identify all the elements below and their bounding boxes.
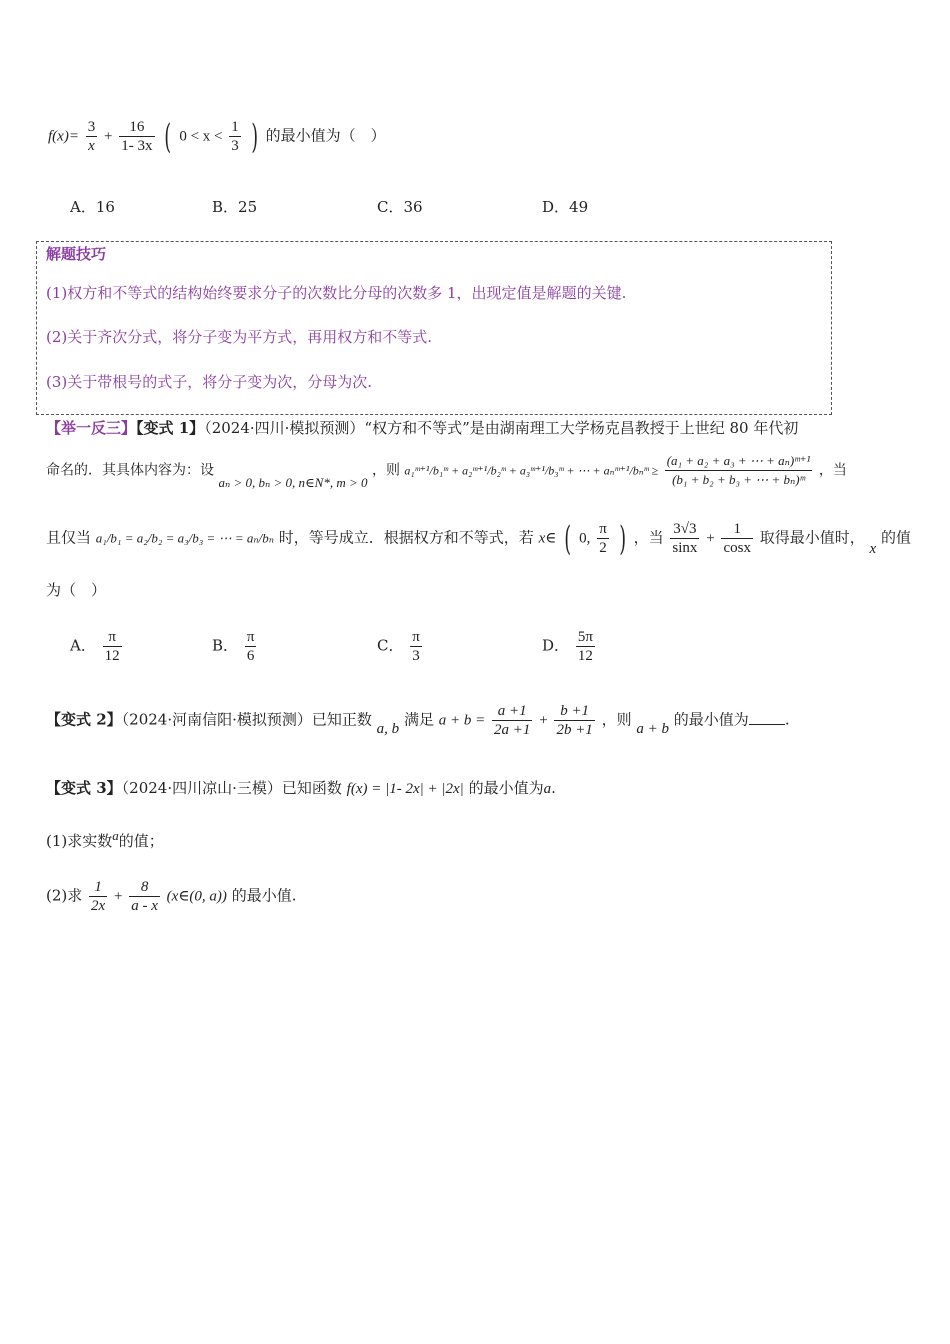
- v1-option-d-frac: [576, 628, 595, 665]
- v1-line3: 且仅当 a₁/b₁ = a₂/b₂ = a₃/b₃ = ⋯ = aₙ/bₙ 时，等号成立．根据权方和不等式，若 x∈ ( 0, $\frac{\pi}{2}$ ) ，当 $\frac{3√3}{\sin x}$ + $\frac{1}{\cos x}$ 取得最小值时， x 的值: [46, 518, 911, 559]
- v2-line: 【变式 2】（2024·河南信阳·模拟预测）已知正数 a, b 满足 a + b = $\frac{a +1}{2a +1}$ + $\frac{b +1}{2b +1}$ ，则 a + b 的最小值为 .: [46, 703, 790, 738]
- v1-tag: 【举一反三】: [46, 419, 137, 437]
- v1-option-d-letter: D．: [542, 636, 570, 655]
- v2-end: .: [784, 710, 790, 729]
- v1-option-d-num: 5π: [577, 629, 593, 645]
- v1-line3-c: ，当: [633, 528, 664, 547]
- v3-line: [46, 777, 556, 798]
- v1-option-a-letter: A．: [70, 636, 96, 655]
- v1-option-c-frac: [410, 628, 422, 665]
- v1-intro: （2024·四川·模拟预测）“权方和不等式”是由湖南理工大学杨克昌教授于上世纪 80 年代初: [204, 419, 799, 437]
- q1-option-c[interactable]: C．36: [377, 198, 423, 216]
- v1-f1: [670, 520, 699, 557]
- v1-ineq-den: (b₁ + b₂ + b₃ + ⋯ + bₙ)ᵐ: [672, 472, 806, 487]
- v1-ineq-num: (a₁ + a₂ + a₃ + ⋯ + aₙ)ᵐ⁺¹: [665, 452, 813, 471]
- q1-term2: [119, 118, 154, 155]
- v1-f1-den: sinx: [672, 540, 698, 556]
- v3-part1: [46, 830, 164, 851]
- v3-p2-f2-num: 8: [129, 878, 160, 897]
- v2-f2: [554, 702, 594, 739]
- v1-f2-den: cosx: [723, 540, 751, 556]
- q1-tail: 的最小值为（ ）: [265, 126, 386, 145]
- v3-p2-a: (2)求: [46, 886, 83, 905]
- v2-text-d: 的最小值为: [673, 710, 749, 729]
- v3-p2-f1-den: 2x: [91, 898, 106, 914]
- v3-p2-f1: [89, 878, 107, 915]
- v1-option-a[interactable]: [70, 628, 124, 665]
- v3-p1-b: 的值；: [118, 832, 164, 850]
- q1-formula: [48, 118, 386, 155]
- q1-option-b[interactable]: B．25: [212, 198, 258, 216]
- v1-var-x: x: [869, 540, 877, 557]
- v2-label: 【变式 2】: [46, 710, 122, 729]
- v1-option-a-frac: [103, 628, 122, 665]
- q1-domain-den: 3: [231, 138, 239, 154]
- left-paren: (: [564, 518, 572, 559]
- v1-eq-chain: a₁/b₁ = a₂/b₂ = a₃/b₃ = ⋯ = aₙ/bₙ: [95, 530, 274, 546]
- v3-text-a: （2024·四川凉山·三模）已知函数: [121, 779, 342, 797]
- v1-option-b-frac: [245, 628, 257, 665]
- v3-part2: [46, 878, 296, 915]
- v1-interval-a: 0,: [579, 530, 591, 547]
- v1-line3-a: 且仅当: [46, 528, 92, 547]
- v1-line1: [46, 417, 798, 438]
- v1-line2-text: 命名的．其具体内容为：设: [46, 462, 214, 479]
- v1-condition: aₙ > 0, bₙ > 0, n∈N*, m > 0: [218, 474, 368, 490]
- v2-f1-den: 2a +1: [494, 722, 531, 738]
- tips-line-3: (3)关于带根号的式子，将分子变为次，分母为次.: [46, 373, 373, 391]
- q1-term1-den: x: [88, 138, 95, 154]
- right-paren: ): [618, 518, 626, 559]
- v1-option-d-den: 12: [577, 648, 593, 664]
- v2-f2-num: b +1: [554, 702, 594, 721]
- v2-f1-num: a +1: [492, 702, 532, 721]
- v1-option-c-num: π: [412, 629, 420, 645]
- q1-term1: [86, 118, 98, 155]
- q1-domain: 0 < x <: [179, 128, 223, 145]
- v1-option-d[interactable]: [542, 628, 597, 665]
- v3-p1-var: a: [112, 828, 119, 843]
- v1-option-b[interactable]: [212, 628, 258, 665]
- tips-line-2: (2)关于齐次分式，将分子变为平方式，再用权方和不等式.: [46, 328, 433, 346]
- v3-p2-dom: (x∈(0, a)): [166, 888, 227, 905]
- v3-p2-f2-den: a - x: [131, 898, 158, 914]
- v1-interval-den: 2: [599, 540, 607, 556]
- v1-ineq-left: a₁ᵐ⁺¹/b₁ᵐ + a₂ᵐ⁺¹/b₂ᵐ + a₃ᵐ⁺¹/b₃ᵐ + ⋯ + aₙᵐ⁺¹/bₙᵐ ≥: [404, 463, 659, 478]
- v1-option-b-letter: B．: [212, 636, 239, 655]
- v2-text-a: （2024·河南信阳·模拟预测）已知正数: [121, 710, 372, 729]
- tips-title: 解题技巧: [46, 245, 107, 263]
- v2-text-c: ，则: [601, 710, 632, 729]
- v1-option-c[interactable]: [377, 628, 424, 665]
- v3-label: 【变式 3】: [46, 779, 122, 797]
- v1-x-in: x∈: [538, 530, 557, 547]
- v2-f1: [492, 702, 532, 739]
- v3-p2-plus: +: [113, 888, 123, 905]
- q1-plus: +: [104, 128, 113, 145]
- q1-term2-den: 1- 3x: [121, 138, 153, 154]
- q1-option-a[interactable]: A．16: [70, 198, 115, 216]
- v1-f2: [721, 520, 753, 557]
- v2-target: a + b: [636, 720, 670, 737]
- left-paren: (: [164, 116, 172, 157]
- v2-f2-den: 2b +1: [556, 722, 593, 738]
- q1-option-d[interactable]: D．49: [542, 198, 589, 216]
- tips-line-1: (1)权方和不等式的结构始终要求分子的次数比分母的次数多 1，出现定值是解题的关键.: [46, 284, 627, 302]
- q1-domain-num: 1: [231, 119, 239, 135]
- v3-end: .: [551, 779, 556, 797]
- v3-p2-b: 的最小值.: [231, 886, 297, 905]
- v3-p2-f2: [129, 878, 160, 915]
- v3-func: f(x) = |1- 2x| + |2x|: [346, 781, 464, 797]
- v1-option-c-den: 3: [412, 648, 420, 664]
- v1-then: ，则: [371, 462, 400, 479]
- v1-option-c-letter: C．: [377, 636, 404, 655]
- v1-option-b-num: π: [246, 629, 255, 645]
- q1-fx: f(x)=: [48, 128, 79, 145]
- v1-line4: 为（ ）: [46, 581, 107, 599]
- v1-line2: [46, 452, 847, 489]
- v3-text-b: 的最小值为: [468, 779, 544, 797]
- v1-ineq-frac: [665, 452, 813, 489]
- v3-var-a: a: [543, 781, 552, 797]
- v1-label: 【变式 1】: [136, 419, 205, 437]
- v1-dang: ，当: [818, 462, 847, 479]
- v1-line3-d: 取得最小值时，: [759, 528, 865, 547]
- q1-term2-num: 16: [119, 118, 154, 137]
- v1-option-b-den: 6: [246, 648, 255, 664]
- v3-p1-a: (1)求实数: [46, 832, 113, 850]
- v1-option-a-den: 12: [104, 648, 120, 664]
- answer-blank[interactable]: [749, 724, 785, 725]
- v1-f2-num: 1: [721, 520, 753, 539]
- q1-domain-frac: [229, 118, 241, 155]
- v2-text-b: 满足: [403, 710, 434, 729]
- v1-interval-frac: [597, 520, 609, 557]
- v1-interval-num: π: [599, 521, 607, 537]
- v2-vars: a, b: [376, 720, 400, 737]
- v1-option-a-num: π: [103, 628, 122, 647]
- v3-p2-f1-num: 1: [89, 878, 107, 897]
- q1-term1-num: 3: [87, 119, 96, 135]
- v1-f1-num: 3√3: [670, 520, 699, 539]
- v1-line3-e: 的值: [880, 528, 911, 547]
- v1-line3-b: 时，等号成立．根据权方和不等式，若: [278, 528, 534, 547]
- v2-lhs: a + b =: [438, 712, 486, 729]
- right-paren: ): [250, 116, 258, 157]
